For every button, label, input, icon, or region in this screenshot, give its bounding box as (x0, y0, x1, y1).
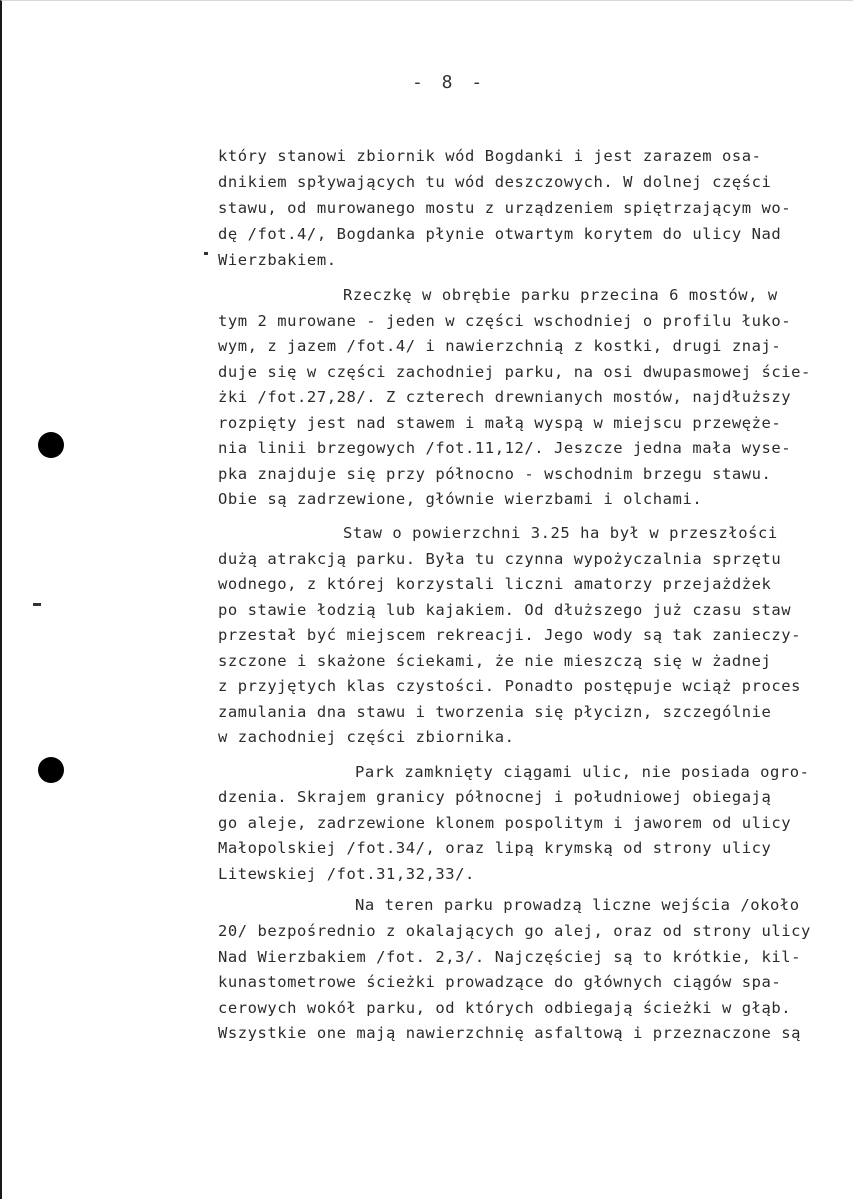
punch-hole-upper (38, 432, 64, 458)
text-line: Wierzbakiem. (218, 251, 337, 269)
text-line: wym, z jazem /fot.4/ i nawierzchnią z kostki, drugi znaj- (218, 337, 782, 355)
text-line: nia linii brzegowych /fot.11,12/. Jeszcze jedna mała wyse- (218, 439, 792, 457)
text-line: Litewskiej /fot.31,32,33/. (218, 865, 475, 883)
page-number: - 8 - (412, 72, 487, 93)
text-line: Staw o powierzchni 3.25 ha był w przeszłości (343, 524, 778, 542)
text-line: po stawie łodzią lub kajakiem. Od dłuższego już czasu staw (218, 601, 792, 619)
text-line: tym 2 murowane - jeden w części wschodniej o profilu łuko- (218, 312, 792, 330)
margin-mark (33, 603, 41, 606)
text-line: dużą atrakcją parku. Była tu czynna wypożyczalnia sprzętu (218, 550, 782, 568)
text-line: Obie są zadrzewione, głównie wierzbami i olchami. (218, 490, 703, 508)
text-line: dnikiem spływających tu wód deszczowych. W dolnej części (218, 173, 772, 191)
text-line: Małopolskiej /fot.34/, oraz lipą krymską od strony ulicy (218, 839, 772, 857)
text-line: szczone i skażone ściekami, że nie mieszczą się w żadnej (218, 652, 772, 670)
text-line: stawu, od murowanego mostu z urządzeniem spiętrzającym wo- (218, 199, 792, 217)
text-line: duje się w części zachodniej parku, na osi dwupasmowej ście- (218, 363, 811, 381)
text-line: wodnego, z której korzystali liczni amatorzy przejażdżek (218, 575, 772, 593)
text-line: kunastometrowe ścieżki prowadzące do głównych ciągów spa- (218, 973, 782, 991)
text-line: żki /fot.27,28/. Z czterech drewnianych mostów, najdłuższy (218, 388, 792, 406)
text-line: go aleje, zadrzewione klonem pospolitym i jaworem od ulicy (218, 814, 792, 832)
text-line: pka znajduje się przy północno - wschodnim brzegu stawu. (218, 465, 772, 483)
text-line: 20/ bezpośrednio z okalających go alej, oraz od strony ulicy (218, 922, 811, 940)
text-line: Na teren parku prowadzą liczne wejścia /około (355, 896, 800, 914)
text-line: Nad Wierzbakiem /fot. 2,3/. Najczęściej są to krótkie, kil- (218, 948, 802, 966)
text-line: Wszystkie one mają nawierzchnię asfaltową i przeznaczone są (218, 1024, 802, 1042)
text-line: z przyjętych klas czystości. Ponadto postępuje wciąż proces (218, 677, 802, 695)
text-line: który stanowi zbiornik wód Bogdanki i jest zarazem osa- (218, 147, 762, 165)
punch-hole-lower (38, 757, 64, 783)
text-line: dę /fot.4/, Bogdanka płynie otwartym korytem do ulicy Nad (218, 225, 782, 243)
text-line: Rzeczkę w obrębie parku przecina 6 mostów, w (343, 286, 778, 304)
text-line: rozpięty jest nad stawem i małą wyspą w miejscu przewęże- (218, 414, 782, 432)
text-line: przestał być miejscem rekreacji. Jego wody są tak zanieczy- (218, 626, 802, 644)
text-line: cerowych wokół parku, od których odbiegają ścieżki w głąb. (218, 999, 792, 1017)
text-line: dzenia. Skrajem granicy północnej i południowej obiegają (218, 788, 772, 806)
text-line: w zachodniej części zbiornika. (218, 728, 515, 746)
margin-mark-small (204, 252, 208, 255)
text-line: Park zamknięty ciągami ulic, nie posiada ogro- (355, 763, 810, 781)
text-line: zamulania dna stawu i tworzenia się płycizn, szczególnie (218, 703, 772, 721)
